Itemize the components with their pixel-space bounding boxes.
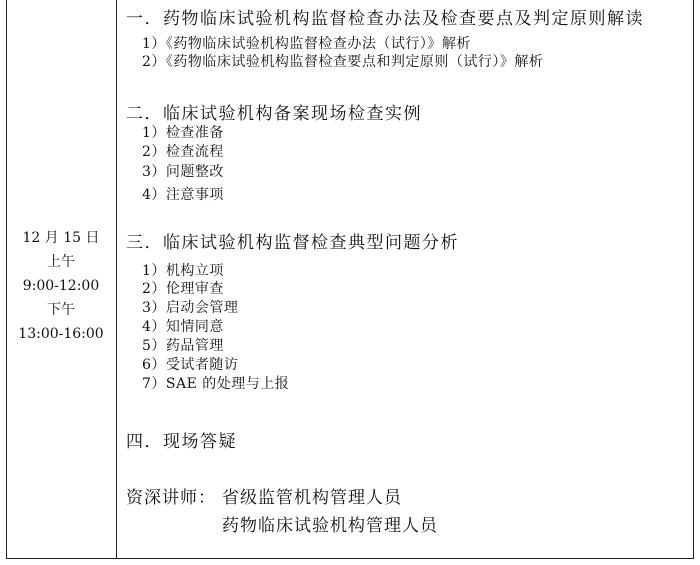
- section-3-item-4: 4）知情同意: [142, 319, 224, 335]
- section-2-item-3: 3）问题整改: [142, 164, 224, 180]
- column-divider: [116, 0, 117, 559]
- section-1-item-2: 2）《药物临床试验机构监督检查要点和判定原则（试行）》解析: [142, 54, 544, 70]
- section-3-item-5: 5）药品管理: [142, 338, 224, 354]
- section-title-2: 二．临床试验机构备案现场检查实例: [126, 104, 422, 124]
- section-title-4: 四．现场答疑: [126, 432, 237, 452]
- section-3-item-6: 6）受试者随访: [142, 357, 239, 373]
- section-title-1: 一．药物临床试验机构监督检查办法及检查要点及判定原则解读: [126, 9, 644, 29]
- lecturer-line-2: 药物临床试验机构管理人员: [222, 516, 438, 536]
- section-3-item-1: 1）机构立项: [142, 263, 224, 279]
- section-2-item-2: 2）检查流程: [142, 144, 224, 160]
- lecturer-label: 资深讲师：: [126, 488, 216, 508]
- session-date: 12 月 15 日: [22, 230, 100, 246]
- time-column: [6, 226, 116, 346]
- section-title-3: 三．临床试验机构监督检查典型问题分析: [126, 233, 459, 253]
- morning-label: 上午: [47, 254, 75, 270]
- morning-time: 9:00-12:00: [22, 278, 100, 294]
- lecturer-line-1: 省级监管机构管理人员: [222, 488, 402, 508]
- section-1-item-1: 1）《药物临床试验机构监督检查办法（试行）》解析: [142, 36, 471, 52]
- section-3-item-3: 3）启动会管理: [142, 300, 239, 316]
- section-3-item-2: 2）伦理审查: [142, 281, 224, 297]
- section-2-item-4: 4）注意事项: [142, 187, 224, 203]
- section-2-item-1: 1）检查准备: [142, 125, 224, 141]
- section-3-item-7: 7）SAE 的处理与上报: [142, 376, 290, 392]
- afternoon-label: 下午: [47, 302, 75, 318]
- afternoon-time: 13:00-16:00: [18, 326, 104, 342]
